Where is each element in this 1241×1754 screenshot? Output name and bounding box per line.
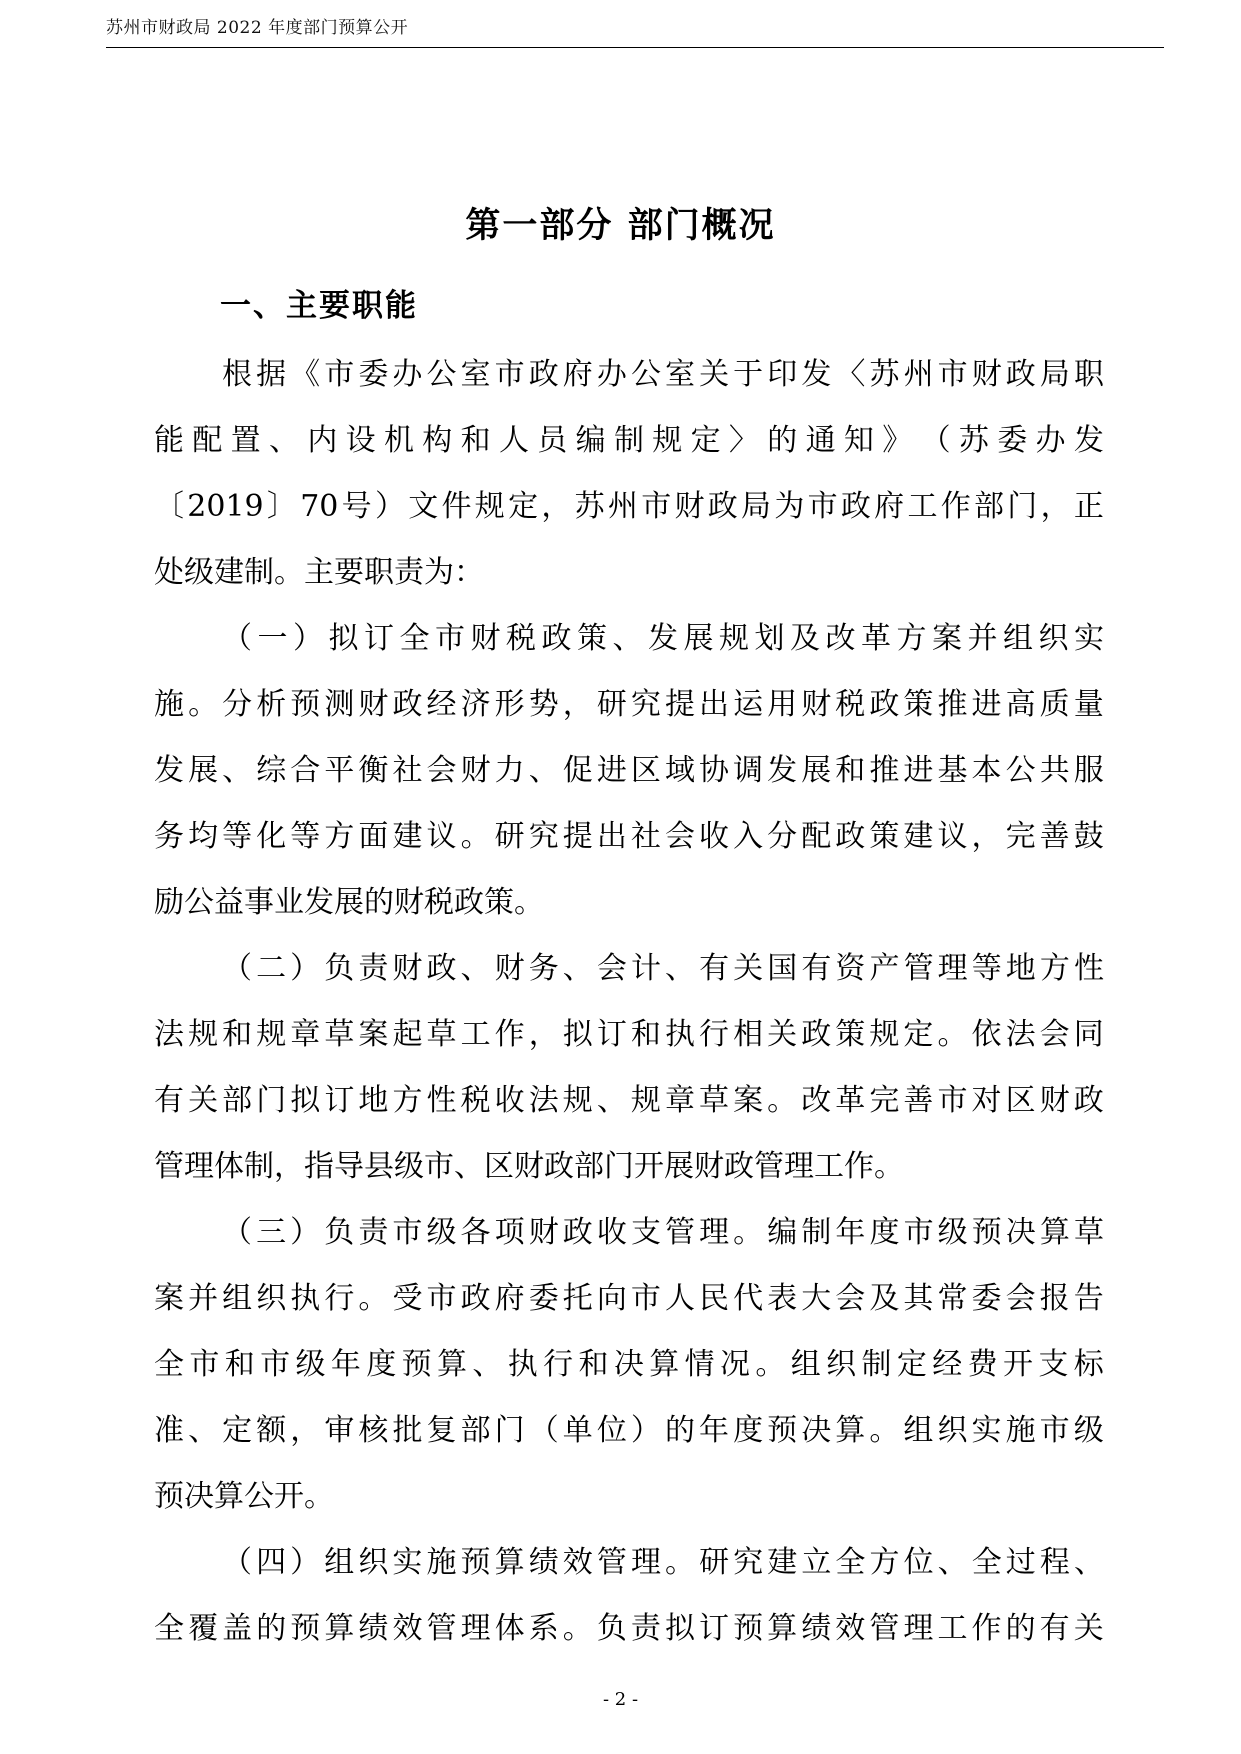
paragraph-line: （ 二 ） 负 责 财 政 、 财 务 、 会 计 、 有 关 国 有 资 产 管 理 等 地 方 性	[222, 951, 1104, 986]
paragraph-line: （ 三 ） 负 责 市 级 各 项 财 政 收 支 管 理 。 编 制 年 度 市 级 预 决 算 草	[222, 1215, 1104, 1250]
paragraph-line: 励公益事业发展的财税政策。	[154, 885, 544, 920]
paragraph-line: 全 市 和 市 级 年 度 预 算 、 执 行 和 决 算 情 况 。 组 织 制 定 经 费 开 支 标	[154, 1347, 1104, 1382]
paragraph-1	[154, 342, 1104, 606]
paragraph-line: 根 据 《 市 委 办 公 室 市 政 府 办 公 室 关 于 印 发 〈 苏 州 市 财 政 局 职	[222, 357, 1104, 392]
section-heading: 一、主要职能	[220, 288, 418, 324]
paragraph-line: 能 配 置 、 内 设 机 构 和 人 员 编 制 规 定 〉 的 通 知 》 （ 苏 委 办 发	[154, 423, 1104, 458]
paragraph-line: 发 展 、 综 合 平 衡 社 会 财 力 、 促 进 区 域 协 调 发 展 和 推 进 基 本 公 共 服	[154, 753, 1104, 788]
paragraph-3	[154, 936, 1104, 1200]
running-header: 苏州市财政局 2022 年度部门预算公开	[106, 18, 409, 38]
paragraph-line: 案 并 组 织 执 行 。 受 市 政 府 委 托 向 市 人 民 代 表 大 会 及 其 常 委 会 报 告	[154, 1281, 1104, 1316]
paragraph-line: 施 。 分 析 预 测 财 政 经 济 形 势 ， 研 究 提 出 运 用 财 税 政 策 推 进 高 质 量	[154, 687, 1104, 722]
paragraph-line: 务 均 等 化 等 方 面 建 议 。 研 究 提 出 社 会 收 入 分 配 政 策 建 议 ， 完 善 鼓	[154, 819, 1104, 854]
page-title: 第一部分 部门概况	[465, 206, 776, 246]
body-text	[154, 342, 1104, 1662]
paragraph-line: 处级建制。主要职责为：	[154, 555, 484, 590]
paragraph-5	[154, 1530, 1104, 1662]
paragraph-line: 全 覆 盖 的 预 算 绩 效 管 理 体 系 。 负 责 拟 订 预 算 绩 效 管 理 工 作 的 有 关	[154, 1611, 1104, 1646]
paragraph-line: 〔 2019 〕 70 号 ） 文 件 规 定 ， 苏 州 市 财 政 局 为 市 政 府 工 作 部 门 ， 正	[154, 489, 1104, 524]
paragraph-2	[154, 606, 1104, 936]
header-divider	[106, 47, 1164, 48]
paragraph-line: 有 关 部 门 拟 订 地 方 性 税 收 法 规 、 规 章 草 案 。 改 革 完 善 市 对 区 财 政	[154, 1083, 1104, 1118]
paragraph-line: 管理体制，指导县级市、区财政部门开展财政管理工作。	[154, 1149, 904, 1184]
page-number: - 2 -	[602, 1689, 639, 1710]
paragraph-line: （ 一 ） 拟 订 全 市 财 税 政 策 、 发 展 规 划 及 改 革 方 案 并 组 织 实	[222, 621, 1104, 656]
paragraph-4	[154, 1200, 1104, 1530]
paragraph-line: 预决算公开。	[154, 1479, 334, 1514]
paragraph-line: 法 规 和 规 章 草 案 起 草 工 作 ， 拟 订 和 执 行 相 关 政 策 规 定 。 依 法 会 同	[154, 1017, 1104, 1052]
paragraph-line: 准 、 定 额 ， 审 核 批 复 部 门 （ 单 位 ） 的 年 度 预 决 算 。 组 织 实 施 市 级	[154, 1413, 1104, 1448]
paragraph-line: （ 四 ） 组 织 实 施 预 算 绩 效 管 理 。 研 究 建 立 全 方 位 、 全 过 程 、	[222, 1545, 1104, 1580]
